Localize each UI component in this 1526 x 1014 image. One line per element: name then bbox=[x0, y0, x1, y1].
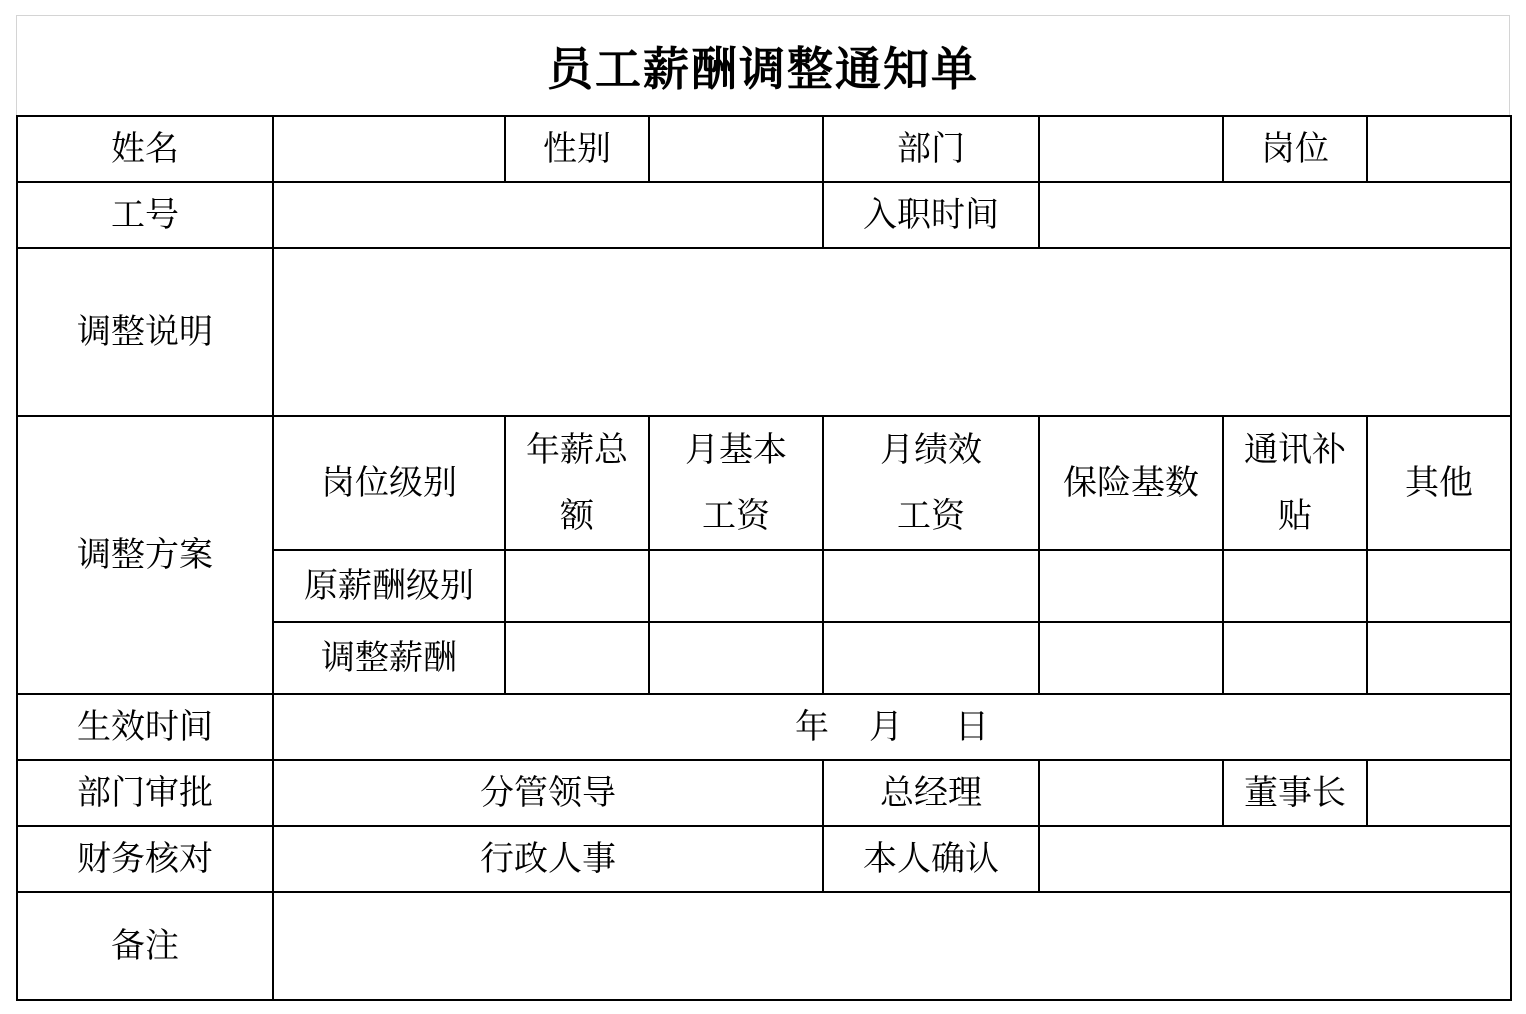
employee-id-value[interactable] bbox=[273, 182, 823, 248]
chairman-label: 董事长 bbox=[1223, 760, 1367, 826]
row-effective-date bbox=[17, 694, 1511, 760]
adjusted-annual-total[interactable] bbox=[505, 622, 649, 694]
plan-header-monthly-base bbox=[649, 416, 823, 550]
chairman-signature[interactable] bbox=[1367, 760, 1511, 826]
self-confirm-signature[interactable] bbox=[1039, 826, 1511, 892]
adjusted-salary-label: 调整薪酬 bbox=[273, 622, 505, 694]
department-approval-label: 部门审批 bbox=[17, 760, 273, 826]
plan-header-position-level: 岗位级别 bbox=[273, 416, 505, 550]
name-value[interactable] bbox=[273, 116, 505, 182]
gender-value[interactable] bbox=[649, 116, 823, 182]
effective-day-text: 日 bbox=[955, 706, 989, 747]
effective-date-label: 生效时间 bbox=[17, 694, 273, 760]
row-description bbox=[17, 248, 1511, 416]
adjusted-monthly-performance[interactable] bbox=[823, 622, 1039, 694]
self-confirm-label: 本人确认 bbox=[823, 826, 1039, 892]
original-communication-allowance[interactable] bbox=[1223, 550, 1367, 622]
adjustment-description-label: 调整说明 bbox=[17, 248, 273, 416]
hire-date-value[interactable] bbox=[1039, 182, 1511, 248]
name-label: 姓名 bbox=[17, 116, 273, 182]
plan-header-communication-allowance-text: 通讯补贴 bbox=[1244, 430, 1346, 536]
adjusted-communication-allowance[interactable] bbox=[1223, 622, 1367, 694]
plan-header-monthly-performance bbox=[823, 416, 1039, 550]
general-manager-signature[interactable] bbox=[1039, 760, 1223, 826]
general-manager-label: 总经理 bbox=[823, 760, 1039, 826]
form-title: 员工薪酬调整通知单 bbox=[547, 41, 979, 96]
hire-date-label: 入职时间 bbox=[823, 182, 1039, 248]
position-label: 岗位 bbox=[1223, 116, 1367, 182]
form-table bbox=[16, 115, 1512, 1001]
plan-header-annual-total-text: 年薪总额 bbox=[526, 430, 628, 536]
plan-header-other: 其他 bbox=[1367, 416, 1511, 550]
adjusted-insurance-base[interactable] bbox=[1039, 622, 1223, 694]
gender-label: 性别 bbox=[505, 116, 649, 182]
plan-header-insurance-base: 保险基数 bbox=[1039, 416, 1223, 550]
remarks-label: 备注 bbox=[17, 892, 273, 1000]
department-value[interactable] bbox=[1039, 116, 1223, 182]
original-monthly-performance[interactable] bbox=[823, 550, 1039, 622]
row-finance bbox=[17, 826, 1511, 892]
row-approval bbox=[17, 760, 1511, 826]
remarks-value[interactable] bbox=[273, 892, 1511, 1000]
department-label: 部门 bbox=[823, 116, 1039, 182]
adjusted-other[interactable] bbox=[1367, 622, 1511, 694]
plan-header-annual-total bbox=[505, 416, 649, 550]
original-salary-level-label: 原薪酬级别 bbox=[273, 550, 505, 622]
adjustment-plan-label: 调整方案 bbox=[17, 416, 273, 694]
original-insurance-base[interactable] bbox=[1039, 550, 1223, 622]
plan-header-monthly-performance-text: 月绩效工资 bbox=[880, 430, 982, 536]
adjustment-description-value[interactable] bbox=[273, 248, 1511, 416]
form-title-bar bbox=[16, 15, 1510, 115]
employee-id-label: 工号 bbox=[17, 182, 273, 248]
adjusted-monthly-base[interactable] bbox=[649, 622, 823, 694]
effective-month-text: 月 bbox=[869, 706, 903, 747]
effective-year-text: 年 bbox=[795, 706, 829, 747]
effective-date-value[interactable] bbox=[273, 694, 1511, 760]
row-id-hire bbox=[17, 182, 1511, 248]
plan-header-monthly-base-text: 月基本工资 bbox=[685, 430, 787, 536]
position-value[interactable] bbox=[1367, 116, 1511, 182]
original-annual-total[interactable] bbox=[505, 550, 649, 622]
row-remarks bbox=[17, 892, 1511, 1000]
row-plan-headers bbox=[17, 416, 1511, 550]
plan-header-communication-allowance bbox=[1223, 416, 1367, 550]
row-basic-info bbox=[17, 116, 1511, 182]
original-monthly-base[interactable] bbox=[649, 550, 823, 622]
salary-adjustment-form bbox=[16, 15, 1510, 1001]
original-other[interactable] bbox=[1367, 550, 1511, 622]
hr-admin-label: 行政人事 bbox=[273, 826, 823, 892]
supervisor-label: 分管领导 bbox=[273, 760, 823, 826]
finance-check-label: 财务核对 bbox=[17, 826, 273, 892]
